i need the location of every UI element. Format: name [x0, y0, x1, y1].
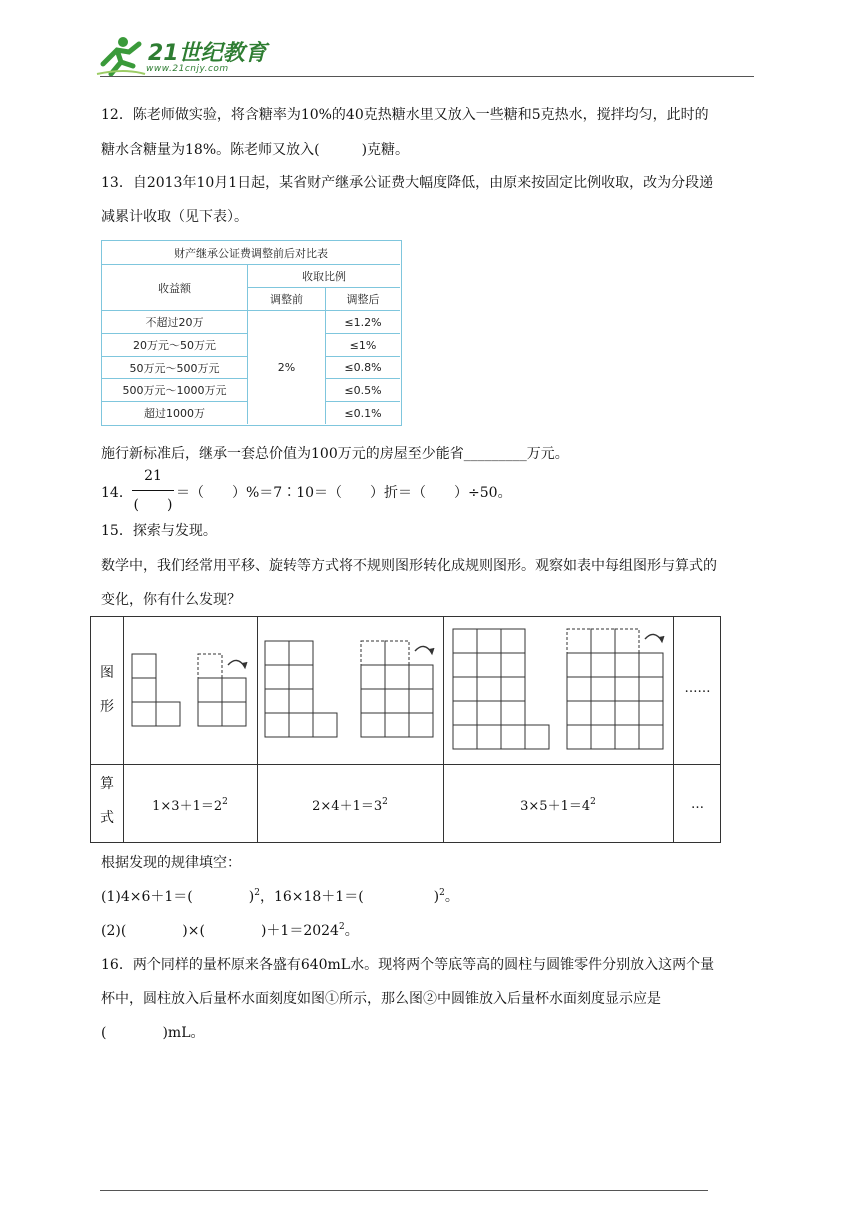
fee-comparison-table [101, 240, 402, 426]
income-cell: 不超过20万 [102, 311, 248, 334]
table-title: 财产继承公证费调整前后对比表 [102, 241, 400, 265]
ellipsis-formula: … [691, 797, 704, 812]
q15-fill-prompt: 根据发现的规律填空： [101, 855, 241, 871]
q16-line2: 杯中，圆柱放入后量杯水面刻度如图①所示，那么图②中圆锥放入后量杯水面刻度显示应是 [101, 991, 661, 1007]
q16-line3: ( )mL。 [101, 1025, 205, 1041]
footer-divider [100, 1190, 708, 1191]
before-rate-cell: 2% [248, 311, 326, 424]
row-label-figure: 图 形 [100, 665, 114, 715]
q13-line2: 减累计收取（见下表）。 [101, 209, 248, 225]
income-cell: 50万元～500万元 [102, 357, 248, 379]
after-rate-cell: ≤0.5% [326, 379, 400, 402]
grid-figure-3 [449, 623, 669, 755]
q14-number: 14． [101, 485, 133, 501]
header-after: 调整后 [326, 288, 400, 311]
header-divider [100, 76, 754, 77]
q16-line1: 16．两个同样的量杯原来各盛有640mL水。现将两个等底等高的圆柱与圆锥零件分别放入这两个量 [101, 957, 715, 973]
after-rate-cell: ≤0.1% [344, 406, 382, 420]
q13-question: 施行新标准后，继承一套总价值为100万元的房屋至少能省_________万元。 [101, 446, 569, 462]
q13-line1: 13．自2013年10月1日起，某省财产继承公证费大幅度降低，由原来按固定比例收取，改为分段递 [101, 175, 714, 191]
q15-intro2: 变化，你有什么发现？ [101, 592, 241, 608]
income-cell: 20万元～50万元 [102, 334, 248, 357]
ellipsis-figure: …… [684, 681, 711, 696]
grid-figure-1 [129, 649, 253, 729]
q15-intro1: 数学中，我们经常用平移、旋转等方式将不规则图形转化成规则图形。观察如表中每组图形与算式的 [101, 558, 717, 574]
header-ratio: 收取比例 [248, 265, 400, 288]
after-rate-cell: ≤0.8% [326, 357, 400, 379]
q15-fill-1: (1)4×6＋1＝( )$^2$，16×18＋1＝( )$^2$。 [101, 888, 459, 905]
logo-title: 21世纪教育 [148, 41, 267, 66]
income-cell: 超过1000万 [102, 402, 248, 424]
q14-denominator: ( ) [133, 497, 173, 513]
formula-2: $2\times 4+1=3^2$ [312, 797, 388, 814]
after-rate-cell: ≤1.2% [326, 311, 400, 334]
after-rate-cell: ≤1% [326, 334, 400, 357]
logo-url: www.21cnjy.com [146, 64, 229, 74]
q14-numerator: 21 [144, 468, 162, 484]
q14-rest: ＝（ ）%＝7∶10＝（ ）折＝（ ）÷50。 [176, 485, 512, 501]
formula-1: $1\times 3+1=2^2$ [152, 797, 228, 814]
grid-figure-2 [263, 635, 439, 741]
header-income: 收益额 [102, 265, 248, 311]
header-before: 调整前 [248, 288, 326, 311]
formula-3: $3\times 5+1=4^2$ [520, 797, 596, 814]
q12-line1: 12．陈老师做实验，将含糖率为10%的40克热糖水里又放入一些糖和5克热水，搅拌均匀，此时的 [101, 107, 709, 123]
pattern-table [90, 616, 721, 843]
q15-title: 15．探索与发现。 [101, 523, 217, 539]
income-cell: 500万元～1000万元 [102, 379, 248, 402]
row-label-formula: 算 式 [100, 776, 114, 826]
fraction-bar [132, 490, 174, 491]
q12-line2: 糖水含糖量为18%。陈老师又放入( )克糖。 [101, 142, 410, 158]
q15-fill-2: (2)( )×( )$+1=2024^2$。 [101, 922, 359, 939]
